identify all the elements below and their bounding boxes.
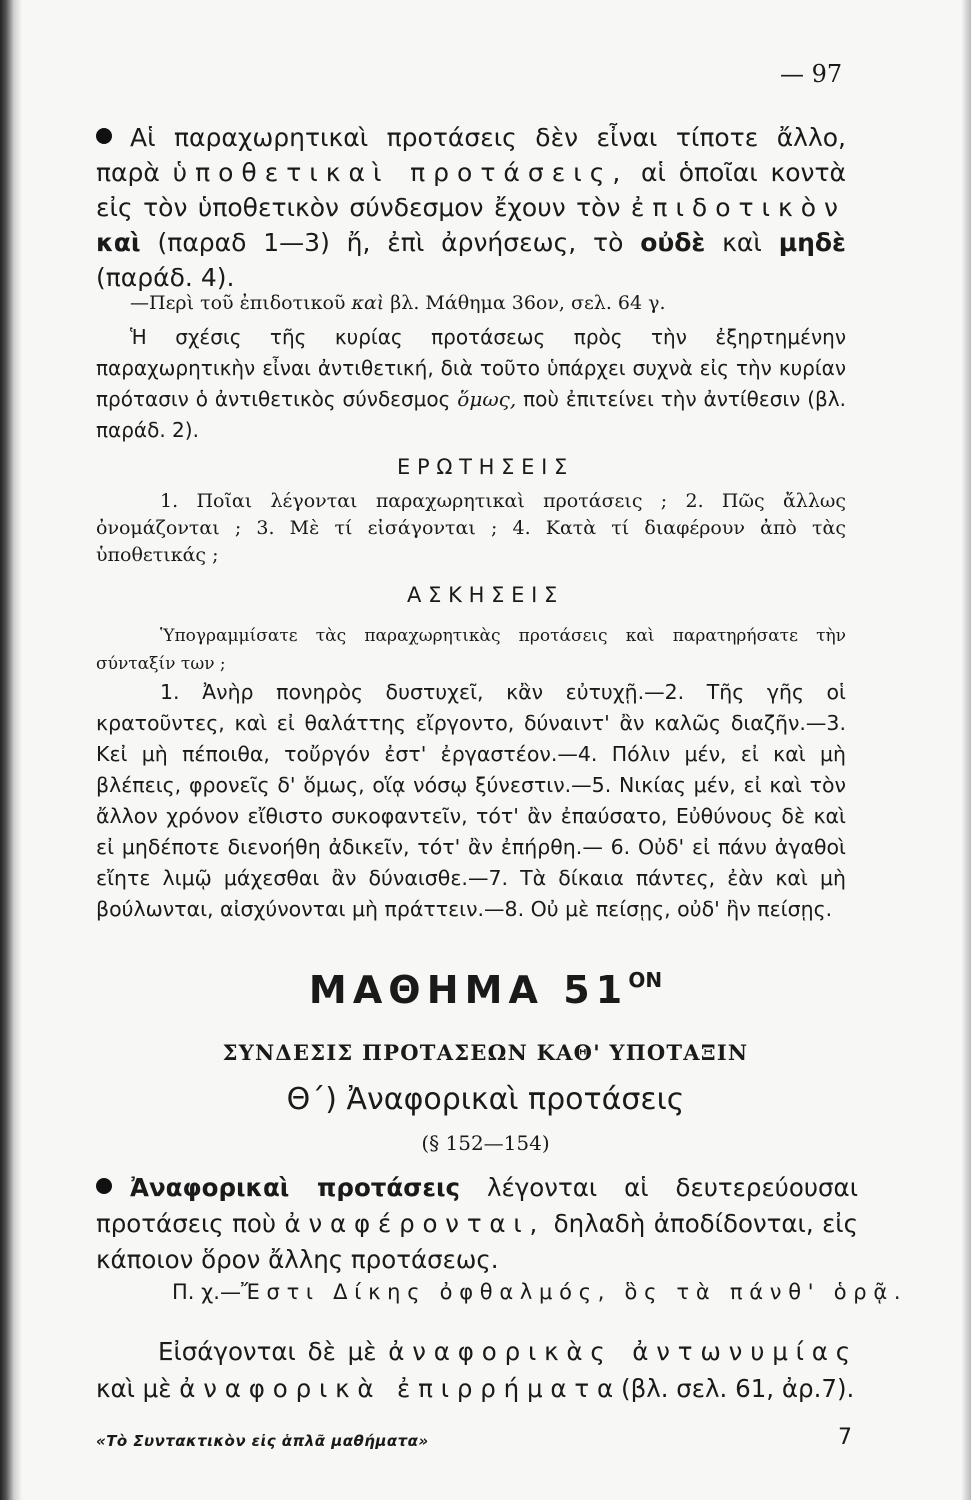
relation-italic: ὅμως, xyxy=(457,387,517,411)
introduction-spaced-2: ἀναφορικὰ ἐπιρρήματα xyxy=(179,1374,622,1403)
page-edge-shadow xyxy=(961,0,971,1500)
questions-heading: ΕΡΩΤΗΣΕΙΣ xyxy=(396,455,575,479)
intro-bold-3: μηδὲ xyxy=(778,228,846,257)
introduction-spaced-1: ἀναφορικὰς ἀντωνυμίας xyxy=(388,1337,858,1366)
example-line xyxy=(172,1280,907,1304)
reference-rest: βλ. Μάθημα 36ον, σελ. 64 γ. xyxy=(390,292,666,314)
intro-spaced-1: ὑποθετικαὶ προτάσεις, xyxy=(172,158,629,187)
section-reference: (§ 152—154) xyxy=(421,1131,550,1155)
intro-bold-1: καὶ xyxy=(96,228,141,257)
relative-clauses-paragraph xyxy=(96,1170,858,1278)
example-text: Ἔστι Δίκης ὀφθαλμός, ὃς τὰ πάνθ' ὁρᾷ. xyxy=(240,1280,908,1304)
example-prefix: Π. χ.— xyxy=(172,1280,241,1304)
introduction-text-2: καὶ μὲ xyxy=(96,1374,172,1403)
questions-text: 1. Ποῖαι λέγονται παραχωρητικαὶ προτάσεις ; 2. Πῶς ἄλλως ὀνομάζονται ; 3. Μὲ τί εἰσάγονται ; 4. Κατὰ τί διαφέρουν ἀπὸ τὰς ὑποθετικάς ; xyxy=(96,490,846,566)
intro-text-4: καὶ xyxy=(722,228,762,257)
book-title-footer: «Τὸ Συντακτικὸν εἰς ἁπλᾶ μαθήματα» xyxy=(96,1432,429,1450)
intro-text-1: Αἱ παραχωρητικαὶ προτάσεις δὲν εἶναι τίποτε ἄλλο, παρὰ xyxy=(96,123,846,187)
exercises-text: 1. Ἀνὴρ πονηρὸς δυστυχεῖ, κἂν εὐτυχῇ.—2. Τῆς γῆς οἱ κρατοῦντες, καὶ εἰ θαλάττης εἴργοντο, δύναιντ' ἂν καλῶς διαζῆν.—3. Κεἰ μὴ πέποιθα, τοὔργόν ἐστ' ἐργαστέον.—4. Πόλιν μέν, εἰ καὶ μὴ βλέπεις, φρονεῖς δ' ὅμως, οἵᾳ νόσῳ ξύνεστιν.—5. Νικίας μέν, εἰ καὶ τὸν ἄλλον χρόνον εἴθιστο συκοφαντεῖν, τότ' ἂν ἐπαύσατο, Εὐθύνους δὲ καὶ εἰ μηδέποτε διενοήθη ἀδικεῖν, τότ' ἂν ἐπήρθη.— 6. Οὐδ' εἰ πάνυ ἀγαθοὶ εἴητε λιμῷ μάχεσθαι ἂν δύναισθε.—7. Τὰ δίκαια πάντες, ἐὰν καὶ μὴ βούλωνται, αἰσχύνονται μὴ πράττειν.—8. Οὐ μὲ πείσῃς, οὐδ' ἢν πείσῃς. xyxy=(96,680,846,921)
bullet-icon xyxy=(96,128,112,144)
reference-italic: καὶ xyxy=(351,292,385,314)
bullet-icon xyxy=(96,1178,112,1194)
relative-spaced: ἀναφέρονται, xyxy=(284,1209,546,1238)
intro-paragraph xyxy=(96,120,846,295)
exercises-intro: Ὑπογραμμίσατε τὰς παραχωρητικὰς προτάσεις καὶ παρατηρήσατε τὴν σύνταξίν των ; xyxy=(96,626,846,674)
reference-line xyxy=(130,292,666,314)
section-title: Θ΄) Ἀναφορικαὶ προτάσεις xyxy=(286,1082,685,1117)
relation-paragraph xyxy=(96,322,846,446)
intro-spaced-2: ἐπιδοτικὸν xyxy=(630,193,846,222)
relation-text-1: Ἡ σχέσις τῆς κυρίας προτάσεως πρὸς τὴν ἐξηρτημένην παραχωρητικὴν εἶναι ἀντιθετική, διὰ τοῦτο ὑπάρχει συχνὰ εἰς τὴν κυρίαν πρότασιν ὁ ἀντιθετικὸς σύνδεσμος xyxy=(96,325,846,411)
intro-bold-2: οὐδὲ xyxy=(640,228,706,257)
introduction-paragraph xyxy=(96,1333,858,1407)
lesson-title-sup: ΟΝ xyxy=(628,968,663,992)
lesson-title-text: ΜΑΘΗΜΑ 51 xyxy=(308,968,629,1012)
relation-text-2: ποὺ ἐπιτείνει τὴν ἀντίθεσιν (βλ. παράδ. 2). xyxy=(96,387,847,442)
intro-text-2: αἱ ὁποῖαι κοντὰ εἰς τὸν ὑποθετικὸν σύνδεσμον ἔχουν τὸν xyxy=(96,158,846,222)
page-number: — 97 xyxy=(780,60,843,88)
intro-text-3: (παραδ 1—3) ἤ, ἐπὶ ἀρνήσεως, τὸ xyxy=(157,228,624,257)
intro-text-5: (παράδ. 4). xyxy=(96,263,235,292)
relative-term: Ἀναφορικαὶ προτάσεις xyxy=(130,1173,461,1202)
signature-number: 7 xyxy=(838,1425,852,1450)
binding-edge-shadow xyxy=(0,0,22,1500)
introduction-text-1: Εἰσάγονται δὲ μὲ xyxy=(158,1337,377,1366)
exercises-heading: ΑΣΚΗΣΕΙΣ xyxy=(407,583,564,607)
reference-text: —Περὶ τοῦ ἐπιδοτικοῦ xyxy=(130,292,346,314)
lesson-title xyxy=(0,968,971,1012)
relative-text-2: δηλαδὴ ἀποδίδονται, εἰς κάποιον ὅρον ἄλλης προτάσεως. xyxy=(96,1209,858,1274)
introduction-text-3: (βλ. σελ. 61, ἀρ.7). xyxy=(621,1374,855,1403)
relative-text-1: λέγονται αἱ δευτερεύουσαι προτάσεις ποὺ xyxy=(96,1173,858,1238)
lesson-subtitle: ΣΥΝΔΕΣΙΣ ΠΡΟΤΑΣΕΩΝ ΚΑΘ' ΥΠΟΤΑΞΙΝ xyxy=(222,1040,749,1065)
